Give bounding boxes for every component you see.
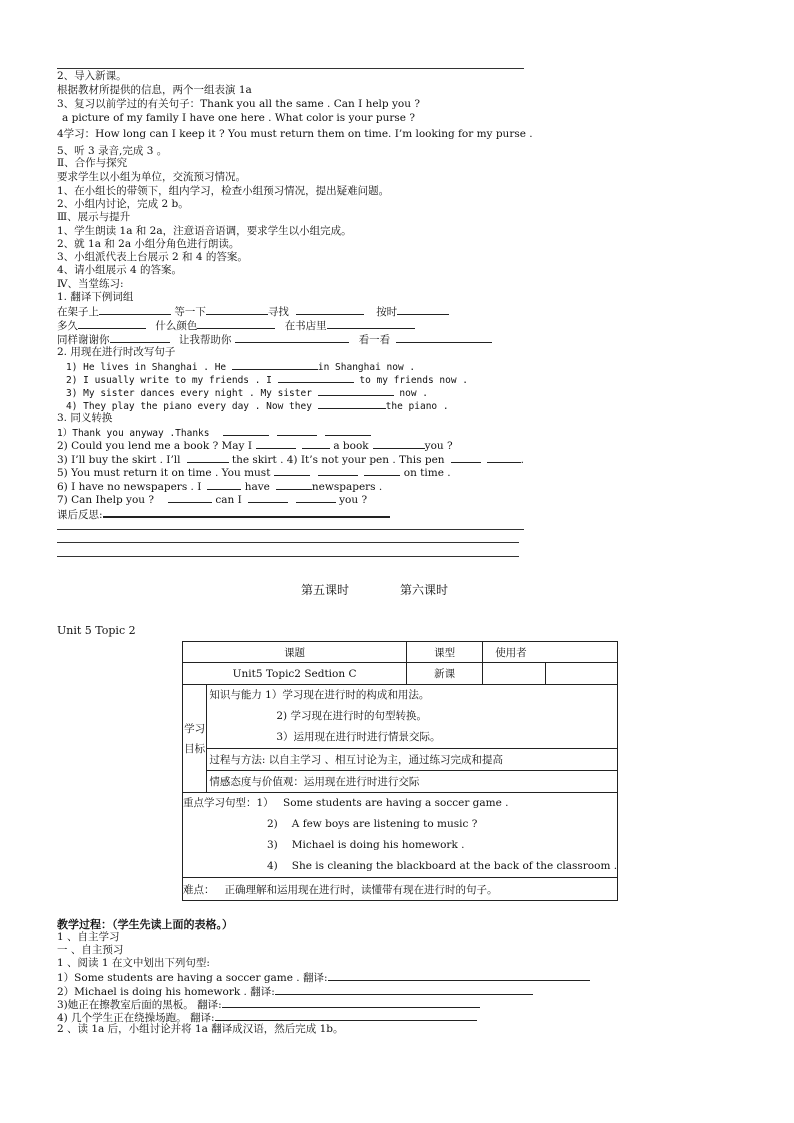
translate-item: 4) 几个学生正在绕操场跑。 翻译: [57,1010,477,1025]
section-2-line: 2、小组内讨论，完成 2 b。 [57,198,189,210]
rewrite-item: 3) My sister dances every night . My sister now . [66,385,428,400]
lesson-heading-5: 第五课时 [301,583,350,597]
header-user: 使用者 [483,642,618,663]
goal-label: 学习 目标 [183,685,207,793]
procedure-line: 1 、自主学习 [57,931,120,943]
header-topic: 课题 [183,642,407,663]
synonym-item: 2) Could you lend me a book ? May I a book you ? [57,440,453,452]
key-sentences: 重点学习句型：1） Some students are having a soccer game . 2) A few boys are listening to music ? 3) Michael is doing his homework . 4) She is cleaning the blackboard at the back of the classroom . [183,793,618,878]
section-2-line: 要求学生以小组为单位，交流预习情况。 [57,171,246,183]
synonym-item: 7) Can Ihelp you ? can I you ? [57,494,368,506]
section-3-line: 4、请小组展示 4 的答案。 [57,264,183,276]
lesson-heading-6: 第六课时 [400,583,449,597]
learn-line: 4学习：How long can I keep it ? You must return them on time. I’m looking for my purse . [57,128,533,140]
pair-act-line: 根据教材所提供的信息，两个一组表演 1a [57,84,252,96]
listen-line: 5、听 3 录音,完成 3 。 [57,145,168,157]
translate-item: 1）Some students are having a soccer game . 翻译: [57,970,590,985]
procedure-line: 一 、自主预习 [57,944,124,956]
goal-knowledge: 知识与能力 1）学习现在进行时的构成和用法。 2) 学习现在进行时的句型转换。 3）运用现在进行时进行情景交际。 [207,685,618,749]
procedure-line: 1 、阅读 1 在文中划出下列句型: [57,957,210,969]
phrase-row: 在架子上 等一下 寻找 按时 [57,304,449,319]
user-value [483,663,546,685]
synonym-item: 5) You must return it on time . You must on time . [57,467,451,479]
section-3-line: 1、学生朗读 1a 和 2a，注意语音语调，要求学生以小组完成。 [57,225,352,237]
unit-topic-label: Unit 5 Topic 2 [57,624,136,637]
lesson-plan-table [182,641,618,901]
section-3-line: 2、就 1a 和 2a 小组分角色进行朗读。 [57,238,240,250]
procedure-heading: 教学过程：（学生先读上面的表格。） [57,918,233,931]
difficulty: 难点： 正确理解和运用现在进行时，读懂带有现在进行时的句子。 [183,878,618,901]
rewrite-item: 2) I usually write to my friends . I to my friends now . [66,372,468,387]
type-value: 新课 [407,663,483,685]
goal-process: 过程与方法: 以自主学习 、相互讨论为主，通过练习完成和提高 [207,749,618,771]
reflection-rule [57,542,519,543]
translate-item: 3)她正在擦教室后面的黑板。 翻译: [57,997,480,1012]
user-value-extra [546,663,618,685]
exercise-1-title: 1. 翻译下例词组 [57,291,134,303]
review-line-2: a picture of my family I have one here . What color is your purse ? [62,112,415,124]
reflection-rule [57,556,519,557]
synonym-item: 1）Thank you anyway .Thanks [57,425,371,440]
topic-value: Unit5 Topic2 Sedtion C [183,663,407,685]
procedure-line: 2 、读 1a 后，小组讨论并将 1a 翻译成汉语，然后完成 1b。 [57,1023,344,1035]
phrase-row: 同样谢谢你 让我帮助你 看一看 [57,332,492,347]
review-line: 3、复习以前学过的有关句子：Thank you all the same . Can I help you ? [57,98,420,110]
exercise-2-title: 2. 用现在进行时改写句子 [57,346,176,358]
section-4-heading: Ⅳ、当堂练习: [57,278,124,290]
section-3-line: 3、小组派代表上台展示 2 和 4 的答案。 [57,251,248,263]
synonym-item: 3) I’ll buy the skirt . I’ll the skirt . 4) It’s not your pen . This pen . [57,454,524,466]
exercise-3-title: 3. 同义转换 [57,412,113,424]
section-2-heading: Ⅱ、合作与探究 [57,157,128,169]
synonym-item: 6) I have no newspapers . I have newspapers . [57,481,383,493]
reflection-line: 课后反思: [57,506,390,522]
phrase-row: 多久 什么颜色 在书店里 [57,318,415,333]
section-3-heading: Ⅲ、展示与提升 [57,211,131,223]
rewrite-item: 4) They play the piano every day . Now they the piano . [66,398,449,413]
header-type: 课型 [407,642,483,663]
rewrite-item: 1) He lives in Shanghai . He in Shanghai now . [66,359,415,374]
reflection-rule [57,529,524,530]
translate-item: 2）Michael is doing his homework . 翻译: [57,984,533,999]
import-step: 2、导入新课。 [57,70,127,82]
goal-attitude: 情感态度与价值观：运用现在进行时进行交际 [207,771,618,793]
top-rule [57,68,524,69]
section-2-line: 1、在小组长的带领下，组内学习，检查小组预习情况，提出疑难问题。 [57,185,390,197]
